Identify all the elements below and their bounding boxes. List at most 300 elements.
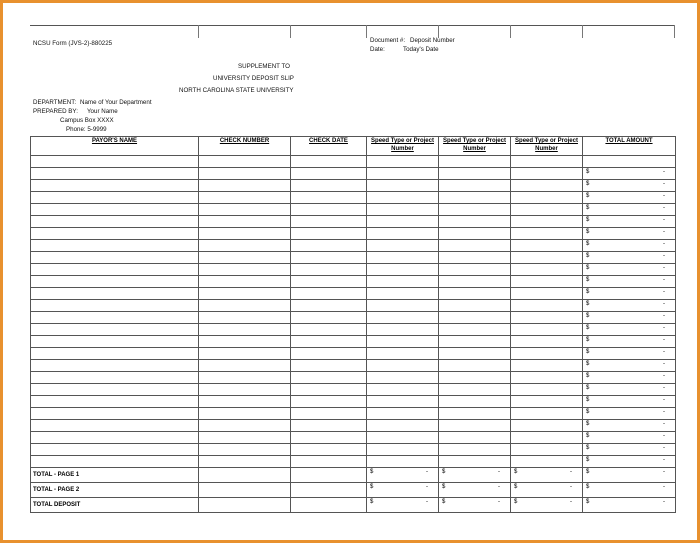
document-label: Document #: <box>370 37 406 44</box>
check-date-cell[interactable] <box>291 204 367 216</box>
check-date-cell <box>291 483 367 498</box>
currency-symbol: $ <box>514 484 518 490</box>
top-divider <box>366 25 367 38</box>
total-amount-cell[interactable] <box>583 384 676 396</box>
amount-cell[interactable] <box>583 336 675 347</box>
currency-symbol: $ <box>586 484 590 490</box>
speed-type-cell[interactable] <box>439 300 511 312</box>
speed-type-cell[interactable] <box>511 456 583 468</box>
speed-type-cell[interactable] <box>439 408 511 420</box>
payor-cell[interactable] <box>31 264 199 276</box>
total-amount-cell[interactable] <box>583 192 676 204</box>
currency-symbol: $ <box>586 361 590 367</box>
total-amount-cell[interactable] <box>583 432 676 444</box>
speed-type-cell[interactable] <box>367 348 439 360</box>
currency-symbol: $ <box>586 313 590 319</box>
amount-cell[interactable] <box>583 216 675 227</box>
table-row <box>31 240 676 252</box>
speed-type-cell[interactable] <box>439 192 511 204</box>
speed-type-cell[interactable] <box>511 228 583 240</box>
speed-type-cell[interactable] <box>511 444 583 456</box>
total-amount-cell[interactable] <box>583 216 676 228</box>
speed-type-cell[interactable] <box>367 216 439 228</box>
speed-type-cell[interactable] <box>367 444 439 456</box>
totals-label: TOTAL DEPOSIT <box>31 498 199 513</box>
amount-value: - <box>426 484 428 490</box>
amount-cell[interactable] <box>511 468 582 482</box>
amount-cell[interactable] <box>583 456 675 467</box>
amount-value: - <box>663 484 665 490</box>
speed-type-cell[interactable] <box>439 396 511 408</box>
speed-type-cell[interactable] <box>367 324 439 336</box>
check-date-cell[interactable] <box>291 372 367 384</box>
amount-cell[interactable] <box>583 408 675 419</box>
table-row <box>31 204 676 216</box>
speed-type-cell[interactable] <box>511 324 583 336</box>
total-amount-cell[interactable] <box>583 498 676 513</box>
speed-type-total-cell[interactable] <box>367 483 439 498</box>
speed-type-cell[interactable] <box>511 432 583 444</box>
table-row <box>31 156 676 168</box>
check-number-cell[interactable] <box>199 384 291 396</box>
payor-cell[interactable] <box>31 312 199 324</box>
check-date-cell[interactable] <box>291 168 367 180</box>
speed-type-cell[interactable] <box>511 300 583 312</box>
payor-cell[interactable] <box>31 360 199 372</box>
amount-cell[interactable] <box>439 498 510 512</box>
check-number-cell[interactable] <box>199 192 291 204</box>
speed-type-total-cell[interactable] <box>439 498 511 513</box>
speed-type-cell[interactable] <box>439 444 511 456</box>
check-number-cell[interactable] <box>199 156 291 168</box>
speed-type-cell[interactable] <box>511 348 583 360</box>
speed-type-cell[interactable] <box>367 456 439 468</box>
total-amount-cell[interactable] <box>583 300 676 312</box>
currency-symbol: $ <box>514 469 518 475</box>
currency-symbol: $ <box>442 469 446 475</box>
check-date-cell[interactable] <box>291 180 367 192</box>
speed-type-cell[interactable] <box>439 456 511 468</box>
check-date-cell[interactable] <box>291 264 367 276</box>
table-row <box>31 288 676 300</box>
check-date-cell[interactable] <box>291 384 367 396</box>
payor-cell[interactable] <box>31 348 199 360</box>
amount-cell[interactable] <box>583 444 675 455</box>
payor-cell[interactable] <box>31 180 199 192</box>
currency-symbol: $ <box>514 499 518 505</box>
total-amount-cell[interactable] <box>583 168 676 180</box>
payor-cell[interactable] <box>31 420 199 432</box>
check-date-cell[interactable] <box>291 408 367 420</box>
currency-symbol: $ <box>586 289 590 295</box>
total-amount-cell[interactable] <box>583 456 676 468</box>
currency-symbol: $ <box>586 193 590 199</box>
header-total-amount: TOTAL AMOUNT <box>583 137 676 156</box>
speed-type-cell[interactable] <box>367 264 439 276</box>
check-number-cell[interactable] <box>199 456 291 468</box>
currency-symbol: $ <box>586 499 590 505</box>
total-amount-cell[interactable] <box>583 204 676 216</box>
payor-cell[interactable] <box>31 336 199 348</box>
check-date-cell[interactable] <box>291 360 367 372</box>
total-amount-cell[interactable] <box>583 180 676 192</box>
check-date-cell[interactable] <box>291 456 367 468</box>
speed-type-cell[interactable] <box>439 312 511 324</box>
check-number-cell[interactable] <box>199 204 291 216</box>
total-amount-cell[interactable] <box>583 264 676 276</box>
speed-type-cell[interactable] <box>511 240 583 252</box>
speed-type-cell[interactable] <box>439 336 511 348</box>
check-number-cell[interactable] <box>199 252 291 264</box>
amount-cell[interactable] <box>583 192 675 203</box>
payor-cell[interactable] <box>31 216 199 228</box>
table-row <box>31 216 676 228</box>
check-date-cell[interactable] <box>291 324 367 336</box>
currency-symbol: $ <box>586 337 590 343</box>
speed-type-cell[interactable] <box>511 288 583 300</box>
payor-cell[interactable] <box>31 432 199 444</box>
total-amount-cell[interactable] <box>583 252 676 264</box>
check-number-cell[interactable] <box>199 432 291 444</box>
payor-cell[interactable] <box>31 444 199 456</box>
check-number-cell[interactable] <box>199 288 291 300</box>
currency-symbol: $ <box>442 499 446 505</box>
amount-value: - <box>663 469 665 475</box>
payor-cell[interactable] <box>31 192 199 204</box>
speed-type-cell[interactable] <box>367 312 439 324</box>
payor-cell[interactable] <box>31 228 199 240</box>
speed-type-cell[interactable] <box>367 180 439 192</box>
speed-type-cell[interactable] <box>367 276 439 288</box>
amount-value: - <box>426 469 428 475</box>
speed-type-cell[interactable] <box>511 192 583 204</box>
total-amount-cell[interactable] <box>583 288 676 300</box>
check-date-cell[interactable] <box>291 432 367 444</box>
check-date-cell[interactable] <box>291 444 367 456</box>
speed-type-cell[interactable] <box>367 204 439 216</box>
table-header-row <box>31 137 676 156</box>
speed-type-cell[interactable] <box>367 360 439 372</box>
check-date-cell[interactable] <box>291 288 367 300</box>
amount-cell[interactable] <box>583 384 675 395</box>
check-number-cell[interactable] <box>199 396 291 408</box>
check-date-cell[interactable] <box>291 348 367 360</box>
speed-type-cell[interactable] <box>511 360 583 372</box>
check-number-cell[interactable] <box>199 300 291 312</box>
currency-symbol: $ <box>586 241 590 247</box>
amount-cell[interactable] <box>583 312 675 323</box>
speed-type-cell[interactable] <box>511 384 583 396</box>
total-amount-cell[interactable] <box>583 156 676 168</box>
speed-type-cell[interactable] <box>439 288 511 300</box>
total-amount-cell[interactable] <box>583 348 676 360</box>
total-amount-cell[interactable] <box>583 408 676 420</box>
amount-value: - <box>663 313 665 319</box>
check-date-cell[interactable] <box>291 300 367 312</box>
speed-type-cell[interactable] <box>439 168 511 180</box>
currency-symbol: $ <box>370 499 374 505</box>
speed-type-cell[interactable] <box>511 168 583 180</box>
speed-type-cell[interactable] <box>367 300 439 312</box>
check-date-cell[interactable] <box>291 216 367 228</box>
check-date-cell[interactable] <box>291 420 367 432</box>
speed-type-cell[interactable] <box>439 216 511 228</box>
speed-type-cell[interactable] <box>367 372 439 384</box>
amount-value: - <box>663 277 665 283</box>
amount-cell[interactable] <box>583 252 675 263</box>
check-number-cell[interactable] <box>199 264 291 276</box>
currency-symbol: $ <box>370 469 374 475</box>
payor-cell[interactable] <box>31 372 199 384</box>
amount-value: - <box>498 469 500 475</box>
speed-type-cell[interactable] <box>511 336 583 348</box>
speed-type-cell[interactable] <box>439 432 511 444</box>
amount-value: - <box>498 499 500 505</box>
amount-cell[interactable] <box>511 483 582 497</box>
speed-type-total-cell[interactable] <box>367 498 439 513</box>
table-row <box>31 408 676 420</box>
check-number-cell[interactable] <box>199 420 291 432</box>
check-date-cell[interactable] <box>291 252 367 264</box>
payor-cell[interactable] <box>31 300 199 312</box>
total-amount-cell[interactable] <box>583 468 676 483</box>
amount-cell[interactable] <box>583 180 675 191</box>
speed-type-cell[interactable] <box>367 408 439 420</box>
amount-value: - <box>663 385 665 391</box>
table-row <box>31 420 676 432</box>
amount-cell[interactable] <box>583 468 675 482</box>
department-value: Name of Your Department <box>80 99 152 106</box>
payor-cell[interactable] <box>31 240 199 252</box>
amount-cell[interactable] <box>583 432 675 443</box>
speed-type-cell[interactable] <box>367 228 439 240</box>
speed-type-cell[interactable] <box>367 240 439 252</box>
speed-type-cell[interactable] <box>511 252 583 264</box>
check-date-cell[interactable] <box>291 240 367 252</box>
table-row <box>31 348 676 360</box>
speed-type-cell[interactable] <box>439 240 511 252</box>
check-date-cell[interactable] <box>291 192 367 204</box>
speed-type-cell[interactable] <box>439 420 511 432</box>
currency-symbol: $ <box>586 169 590 175</box>
check-number-cell[interactable] <box>199 444 291 456</box>
currency-symbol: $ <box>586 385 590 391</box>
top-header-cells <box>30 25 675 38</box>
payor-cell[interactable] <box>31 252 199 264</box>
check-number-cell[interactable] <box>199 360 291 372</box>
payor-cell[interactable] <box>31 456 199 468</box>
amount-value: - <box>663 409 665 415</box>
table-row <box>31 444 676 456</box>
payor-cell[interactable] <box>31 324 199 336</box>
speed-type-cell[interactable] <box>439 156 511 168</box>
check-date-cell[interactable] <box>291 312 367 324</box>
check-date-cell[interactable] <box>291 156 367 168</box>
speed-type-total-cell[interactable] <box>367 468 439 483</box>
total-amount-cell[interactable] <box>583 228 676 240</box>
amount-cell[interactable] <box>583 240 675 251</box>
total-amount-cell[interactable] <box>583 276 676 288</box>
speed-type-cell[interactable] <box>439 180 511 192</box>
amount-cell[interactable] <box>583 498 675 512</box>
speed-type-cell[interactable] <box>367 432 439 444</box>
speed-type-cell[interactable] <box>439 276 511 288</box>
payor-cell[interactable] <box>31 288 199 300</box>
speed-type-cell[interactable] <box>367 252 439 264</box>
speed-type-total-cell[interactable] <box>511 498 583 513</box>
currency-symbol: $ <box>586 421 590 427</box>
speed-type-cell[interactable] <box>367 396 439 408</box>
speed-type-cell[interactable] <box>439 384 511 396</box>
check-number-cell[interactable] <box>199 180 291 192</box>
total-amount-cell[interactable] <box>583 336 676 348</box>
speed-type-total-cell[interactable] <box>511 483 583 498</box>
amount-cell[interactable] <box>583 324 675 335</box>
header-speed-type-2: Speed Type or Project Number <box>439 137 511 156</box>
amount-cell[interactable] <box>583 276 675 287</box>
currency-symbol: $ <box>586 181 590 187</box>
check-date-cell[interactable] <box>291 396 367 408</box>
speed-type-cell[interactable] <box>439 264 511 276</box>
payor-cell[interactable] <box>31 276 199 288</box>
check-date-cell[interactable] <box>291 276 367 288</box>
payor-cell[interactable] <box>31 168 199 180</box>
amount-cell[interactable] <box>583 348 675 359</box>
prepared-by-value: Your Name <box>87 108 118 115</box>
amount-cell[interactable] <box>583 288 675 299</box>
top-divider <box>198 25 199 38</box>
totals-label: TOTAL - PAGE 2 <box>31 483 199 498</box>
speed-type-cell[interactable] <box>511 408 583 420</box>
amount-cell[interactable] <box>583 300 675 311</box>
speed-type-cell[interactable] <box>367 168 439 180</box>
check-date-cell[interactable] <box>291 336 367 348</box>
amount-cell[interactable] <box>583 372 675 383</box>
check-number-cell <box>199 498 291 513</box>
speed-type-cell[interactable] <box>439 360 511 372</box>
amount-cell[interactable] <box>583 204 675 215</box>
speed-type-cell[interactable] <box>439 252 511 264</box>
amount-cell[interactable] <box>439 483 510 497</box>
total-amount-cell[interactable] <box>583 396 676 408</box>
total-amount-cell[interactable] <box>583 240 676 252</box>
total-amount-cell[interactable] <box>583 483 676 498</box>
campus-box: Campus Box XXXX <box>60 117 114 124</box>
amount-cell[interactable] <box>439 468 510 482</box>
speed-type-cell[interactable] <box>367 420 439 432</box>
check-number-cell[interactable] <box>199 240 291 252</box>
payor-cell[interactable] <box>31 408 199 420</box>
speed-type-cell[interactable] <box>511 396 583 408</box>
total-amount-cell[interactable] <box>583 312 676 324</box>
amount-cell[interactable] <box>583 420 675 431</box>
speed-type-cell[interactable] <box>367 288 439 300</box>
speed-type-cell[interactable] <box>439 204 511 216</box>
speed-type-cell[interactable] <box>511 264 583 276</box>
check-number-cell[interactable] <box>199 324 291 336</box>
total-amount-cell[interactable] <box>583 372 676 384</box>
speed-type-cell[interactable] <box>511 420 583 432</box>
amount-value: - <box>663 193 665 199</box>
check-number-cell[interactable] <box>199 348 291 360</box>
amount-cell[interactable] <box>583 264 675 275</box>
check-date-cell <box>291 498 367 513</box>
check-number-cell[interactable] <box>199 216 291 228</box>
amount-cell[interactable] <box>367 483 438 497</box>
total-amount-cell[interactable] <box>583 360 676 372</box>
top-divider <box>290 25 291 38</box>
payor-cell[interactable] <box>31 156 199 168</box>
check-number-cell[interactable] <box>199 228 291 240</box>
speed-type-cell[interactable] <box>367 384 439 396</box>
document-value: Deposit Number <box>410 37 455 44</box>
speed-type-cell[interactable] <box>439 228 511 240</box>
amount-cell[interactable] <box>583 483 675 497</box>
amount-value: - <box>663 373 665 379</box>
total-amount-cell[interactable] <box>583 420 676 432</box>
header-payor: PAYOR'S NAME <box>31 137 199 156</box>
total-amount-cell[interactable] <box>583 444 676 456</box>
amount-cell[interactable] <box>583 168 675 179</box>
amount-value: - <box>663 241 665 247</box>
table-row <box>31 180 676 192</box>
check-number-cell[interactable] <box>199 336 291 348</box>
speed-type-cell[interactable] <box>439 372 511 384</box>
currency-symbol: $ <box>586 229 590 235</box>
speed-type-cell[interactable] <box>511 312 583 324</box>
speed-type-cell[interactable] <box>511 372 583 384</box>
amount-value: - <box>663 265 665 271</box>
amount-cell[interactable] <box>511 498 582 512</box>
speed-type-cell[interactable] <box>511 216 583 228</box>
check-number-cell[interactable] <box>199 312 291 324</box>
speed-type-total-cell[interactable] <box>439 468 511 483</box>
amount-cell[interactable] <box>583 360 675 371</box>
amount-value: - <box>663 205 665 211</box>
payor-cell[interactable] <box>31 384 199 396</box>
speed-type-total-cell[interactable] <box>511 468 583 483</box>
amount-cell[interactable] <box>367 498 438 512</box>
speed-type-total-cell[interactable] <box>439 483 511 498</box>
speed-type-cell[interactable] <box>511 156 583 168</box>
totals-row <box>31 468 676 483</box>
check-date-cell[interactable] <box>291 228 367 240</box>
speed-type-cell[interactable] <box>511 180 583 192</box>
speed-type-cell[interactable] <box>367 192 439 204</box>
header-speed-type-1: Speed Type or Project Number <box>367 137 439 156</box>
speed-type-cell[interactable] <box>439 324 511 336</box>
amount-cell[interactable] <box>583 396 675 407</box>
speed-type-cell[interactable] <box>367 156 439 168</box>
currency-symbol: $ <box>586 433 590 439</box>
amount-value: - <box>570 484 572 490</box>
payor-cell[interactable] <box>31 204 199 216</box>
total-amount-cell[interactable] <box>583 324 676 336</box>
speed-type-cell[interactable] <box>439 348 511 360</box>
speed-type-cell[interactable] <box>511 204 583 216</box>
amount-value: - <box>663 289 665 295</box>
amount-cell[interactable] <box>367 468 438 482</box>
amount-value: - <box>663 337 665 343</box>
check-number-cell[interactable] <box>199 276 291 288</box>
check-number-cell[interactable] <box>199 168 291 180</box>
check-number-cell[interactable] <box>199 408 291 420</box>
amount-cell[interactable] <box>583 228 675 239</box>
speed-type-cell[interactable] <box>511 276 583 288</box>
speed-type-cell[interactable] <box>367 336 439 348</box>
check-number-cell[interactable] <box>199 372 291 384</box>
payor-cell[interactable] <box>31 396 199 408</box>
